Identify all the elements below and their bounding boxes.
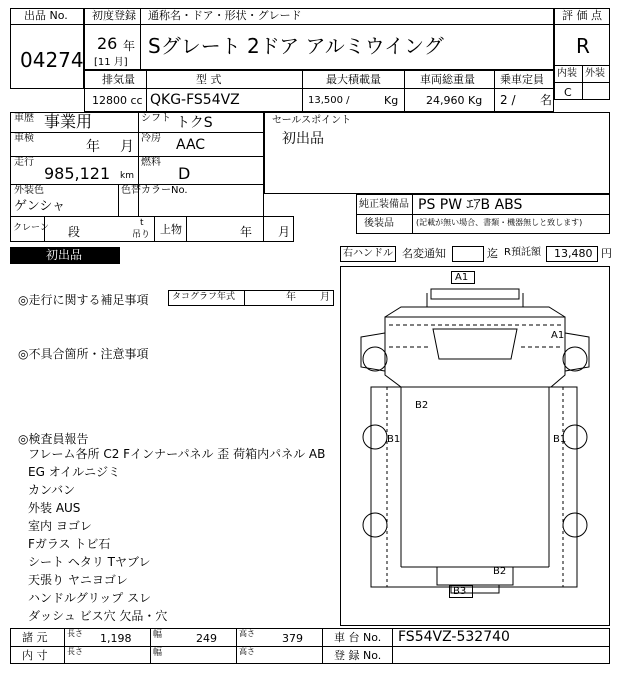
label-a1-right: A1: [551, 330, 565, 341]
fuel-value: D: [178, 164, 191, 183]
dims-label: 諸 元: [22, 631, 48, 644]
inspector-title: ◎検査員報告: [18, 432, 89, 446]
tacho-year: 年: [286, 292, 296, 303]
mileage-label: 走行: [14, 157, 34, 168]
history-label: 車歴: [14, 113, 34, 124]
reg-year: 26: [97, 34, 118, 53]
lot-number: 04274: [20, 48, 84, 72]
upper-cell: [186, 216, 294, 242]
inspector-line-1: フレーム各所 C2 Fインナーパネル 歪 荷箱内パネル AB: [28, 447, 326, 461]
fuel-label: 燃料: [141, 157, 161, 168]
capacity-value: 2 /: [500, 93, 516, 107]
color-code-label: カラーNo.: [141, 185, 188, 196]
steering: 右ハンドル: [343, 248, 393, 259]
gvw-label: 車両総重量: [420, 73, 475, 86]
mileage-value: 985,121: [44, 164, 111, 183]
crane-stage: 段: [68, 225, 81, 239]
inspector-line-7: シート ヘタリ Tヤブレ: [28, 555, 151, 569]
history-value: 事業用: [44, 112, 93, 131]
retrofit-label: 後装品: [364, 218, 394, 229]
tachograph-label: タコグラフ年式: [172, 292, 236, 302]
name-change-label: 名変通知: [402, 247, 446, 260]
load-label: 最大積載量: [326, 73, 381, 86]
inspection-label: 車検: [14, 133, 34, 144]
inner-width-label: 幅: [153, 648, 163, 658]
inspection-month: 月: [120, 139, 134, 155]
displacement: 12800 cc: [92, 94, 143, 107]
name-change-box: [452, 246, 484, 262]
truck-outline-svg: [341, 267, 609, 625]
capacity-label: 乗車定員: [500, 73, 544, 86]
exterior-label: 外装: [585, 68, 605, 79]
crane-lift: 吊り: [132, 230, 151, 240]
reg-month: [11 月]: [94, 57, 128, 68]
vehicle-diagram: [340, 266, 610, 626]
label-b2-top: B2: [415, 400, 429, 411]
inspector-line-6: Fガラス トビ石: [28, 537, 111, 551]
first-listing-banner: [10, 247, 120, 264]
height-value: 379: [282, 632, 303, 645]
inspector-line-2: EG オイルニジミ: [28, 465, 121, 479]
length-value: 1,198: [100, 632, 132, 645]
interior-label: 内装: [557, 68, 577, 79]
label-b2-bottom: B2: [493, 566, 507, 577]
inspector-line-5: 室内 ヨゴレ: [28, 519, 92, 533]
inspector-line-9: ハンドルグリップ スレ: [28, 591, 152, 605]
height-label: 高さ: [239, 629, 255, 638]
gross-weight: 24,960 Kg: [426, 94, 483, 107]
recycle-value: 13,480: [554, 247, 593, 260]
width-label: 幅: [153, 630, 163, 640]
model-type: QKG-FS54VZ: [150, 92, 240, 108]
interior-grade: C: [564, 86, 572, 99]
color-label: 外装色: [14, 185, 44, 196]
sales-point-text: 初出品: [282, 131, 324, 147]
width-value: 249: [196, 632, 217, 645]
shift-value: トクS: [176, 115, 213, 131]
reg-number-label: 登 録 No.: [334, 649, 382, 662]
tacho-month: 月: [320, 292, 330, 303]
inner-label: 内 寸: [22, 649, 48, 662]
equipment-label: 純正装備品: [359, 199, 409, 210]
lot-label: 出品 No.: [24, 9, 68, 22]
max-load: 13,500 /: [308, 95, 350, 106]
label-b3: B3: [453, 586, 467, 597]
ac-label: 冷房: [141, 133, 161, 144]
inner-height-label: 高さ: [239, 647, 255, 656]
length-label: 長さ: [67, 629, 83, 638]
equipment-text: PS PW ｴｱB ABS: [418, 197, 523, 213]
grade-label: 評 価 点: [562, 9, 602, 22]
reg-year-unit: 年: [123, 39, 136, 53]
color-change-label: 色替: [121, 185, 141, 196]
model-name: Sグレート 2ドア アルミウイング: [148, 34, 444, 58]
chassis-label: 車 台 No.: [334, 631, 382, 644]
max-load-unit: Kg: [384, 94, 399, 107]
sales-point-label: セールスポイント: [272, 115, 352, 126]
recycle-unit: 円: [601, 247, 612, 260]
supplement-title: ◎走行に関する補足事項: [18, 293, 149, 307]
capacity-unit: 名: [540, 93, 553, 107]
inspection-year: 年: [86, 139, 100, 155]
crane-label: クレーン: [13, 223, 49, 233]
inspector-line-8: 天張り ヤニヨゴレ: [28, 573, 128, 587]
ac-value: AAC: [176, 137, 206, 153]
label-b1-right: B1: [553, 434, 567, 445]
label-b1-left: B1: [387, 434, 401, 445]
inspector-line-4: 外装 AUS: [28, 501, 81, 515]
banner-text: 初出品: [46, 248, 83, 262]
name-change-suffix: 迄: [487, 247, 498, 260]
inspector-line-3: カンバン: [28, 483, 76, 497]
color-value: ゲンシャ: [14, 199, 66, 214]
mileage-unit: km: [120, 171, 134, 181]
upper-month: 月: [278, 225, 291, 239]
type-label: 型 式: [196, 73, 222, 86]
upper-year: 年: [240, 225, 253, 239]
shift-label: シフト: [141, 113, 171, 124]
grade-value: R: [576, 34, 590, 58]
defects-title: ◎不具合箇所・注意事項: [18, 347, 149, 361]
crane-ton: t: [140, 218, 144, 228]
upper-label: 上物: [160, 223, 182, 236]
inspector-line-10: ダッシュ ビス穴 欠品・穴: [28, 609, 168, 623]
chassis-number: FS54VZ-532740: [398, 629, 510, 645]
label-a1-top: A1: [455, 272, 469, 283]
disp-label: 排気量: [102, 73, 135, 86]
retrofit-note: (記載が無い場合、書類・機器無しと致します): [416, 218, 583, 227]
recycle-label: R預託額: [504, 247, 541, 258]
model-name-label: 通称名・ドア・形状・グレード: [148, 9, 302, 22]
first-reg-label: 初度登録: [92, 9, 136, 22]
inner-length-label: 長さ: [67, 647, 83, 656]
